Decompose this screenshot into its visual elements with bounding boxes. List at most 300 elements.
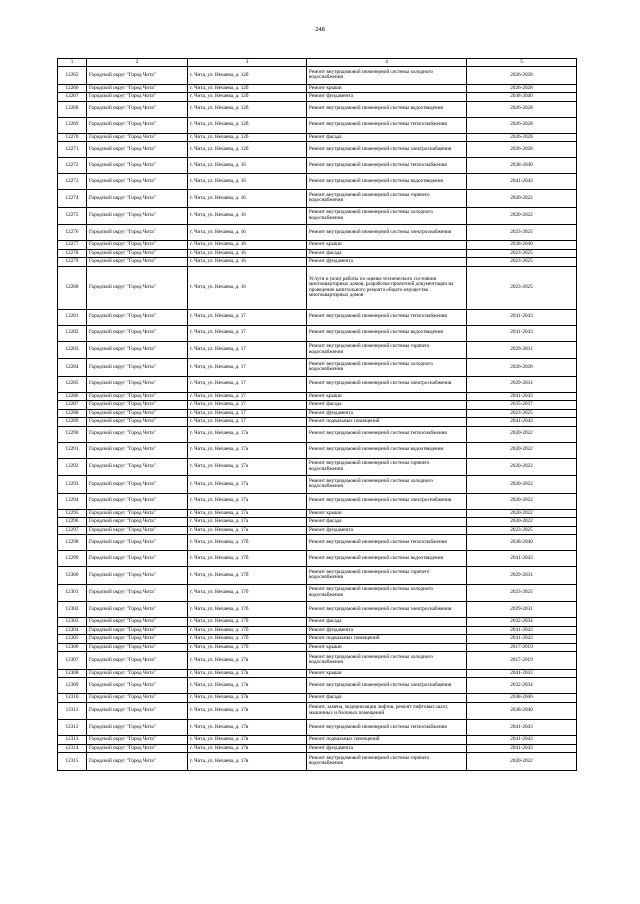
municipality-cell: Городской округ "Город Чита" [87, 249, 188, 258]
address-cell: г. Чита, ул. Нечаева, д. 17в [188, 753, 307, 771]
row-number-cell: 12299 [58, 551, 87, 567]
table-row [58, 133, 577, 142]
address-cell: г. Чита, ул. Нечаева, д. 17 [188, 418, 307, 427]
address-cell: г. Чита, ул. Нечаева, д. 17 [188, 325, 307, 341]
work-type-cell: Услуги и (или) работы по оценке технического состояния многоквартирных домов, разработке проектной документации на проведение капитального ремонта общего имущества многоквартирных домов [307, 266, 467, 309]
address-cell: г. Чита, ул. Нечаева, д. 17в [188, 736, 307, 745]
municipality-cell: Городской округ "Город Чита" [87, 174, 188, 190]
address-cell: г. Чита, ул. Нечаева, д. 16 [188, 207, 307, 225]
address-cell: г. Чита, ул. Нечаева, д. 17в [188, 678, 307, 694]
table-row [58, 325, 577, 341]
row-number-cell: 12300 [58, 567, 87, 585]
period-cell: 2038-2040 [467, 93, 577, 102]
row-number-cell: 12304 [58, 626, 87, 635]
period-cell: 2026-2028 [467, 133, 577, 142]
table-row [58, 341, 577, 359]
municipality-cell: Городской округ "Город Чита" [87, 493, 188, 509]
municipality-cell: Городской округ "Город Чита" [87, 476, 188, 494]
period-cell: 2041-2043 [467, 174, 577, 190]
table-row [58, 626, 577, 635]
table-row [58, 669, 577, 678]
table-row [58, 736, 577, 745]
municipality-cell: Городской округ "Город Чита" [87, 341, 188, 359]
table-row [58, 458, 577, 476]
period-cell: 2020-2022 [467, 476, 577, 494]
municipality-cell: Городской округ "Город Чита" [87, 535, 188, 551]
row-number-cell: 12314 [58, 744, 87, 753]
row-number-cell: 12297 [58, 526, 87, 535]
address-cell: г. Чита, ул. Нечаева, д. 17а [188, 458, 307, 476]
table-row [58, 535, 577, 551]
row-number-cell: 12279 [58, 258, 87, 267]
address-cell: г. Чита, ул. Нечаева, д. 16 [188, 258, 307, 267]
period-cell: 2026-2028 [467, 67, 577, 85]
municipality-cell: Городской округ "Город Чита" [87, 694, 188, 703]
table-row [58, 442, 577, 458]
table-row [58, 643, 577, 652]
period-cell: 2020-2022 [467, 753, 577, 771]
work-type-cell: Ремонт внутридомовой инженерной системы водоотведения [307, 174, 467, 190]
address-cell: г. Чита, ул. Нечаева, д. 17б [188, 626, 307, 635]
row-number-cell: 12312 [58, 720, 87, 736]
row-number-cell: 12265 [58, 67, 87, 85]
address-cell: г. Чита, ул. Нечаева, д. 16 [188, 241, 307, 250]
row-number-cell: 12266 [58, 84, 87, 93]
table-row [58, 635, 577, 644]
period-cell: 2020-2022 [467, 493, 577, 509]
row-number-cell: 12291 [58, 442, 87, 458]
address-cell: г. Чита, ул. Нечаева, д. 17б [188, 535, 307, 551]
period-cell: 2023-2025 [467, 409, 577, 418]
repair-schedule-table [57, 58, 577, 771]
address-cell: г. Чита, ул. Нечаева, д. 17а [188, 442, 307, 458]
work-type-cell: Ремонт внутридомовой инженерной системы горячего водоснабжения [307, 567, 467, 585]
address-cell: г. Чита, ул. Нечаева, д. 17 [188, 401, 307, 410]
municipality-cell: Городской округ "Город Чита" [87, 643, 188, 652]
period-cell: 2029-2031 [467, 567, 577, 585]
municipality-cell: Городской округ "Город Чита" [87, 67, 188, 85]
row-number-cell: 12280 [58, 266, 87, 309]
address-cell: г. Чита, ул. Нечаева, д. 17б [188, 567, 307, 585]
header-cell: 3 [188, 59, 307, 67]
period-cell: 2023-2025 [467, 258, 577, 267]
work-type-cell: Ремонт внутридомовой инженерной системы водоотведения [307, 551, 467, 567]
work-type-cell: Ремонт внутридомовой инженерной системы теплоснабжения [307, 309, 467, 325]
period-cell: 2038-2040 [467, 702, 577, 720]
period-cell: 2038-2040 [467, 158, 577, 174]
period-cell: 2017-2019 [467, 652, 577, 670]
header-cell: 2 [87, 59, 188, 67]
row-number-cell: 12284 [58, 359, 87, 377]
row-number-cell: 12295 [58, 509, 87, 518]
period-cell: 2023-2025 [467, 526, 577, 535]
work-type-cell: Ремонт внутридомовой инженерной системы холодного водоснабжения [307, 476, 467, 494]
work-type-cell: Ремонт внутридомовой инженерной системы электроснабжения [307, 142, 467, 158]
address-cell: г. Чита, ул. Нечаева, д. 12б [188, 101, 307, 117]
table-row [58, 174, 577, 190]
municipality-cell: Городской округ "Город Чита" [87, 602, 188, 618]
row-number-cell: 12275 [58, 207, 87, 225]
work-type-cell: Ремонт внутридомовой инженерной системы горячего водоснабжения [307, 753, 467, 771]
address-cell: г. Чита, ул. Нечаева, д. 17а [188, 526, 307, 535]
column-number-row [58, 59, 577, 67]
municipality-cell: Городской округ "Город Чита" [87, 258, 188, 267]
row-number-cell: 12293 [58, 476, 87, 494]
period-cell: 2026-2028 [467, 359, 577, 377]
table-row [58, 694, 577, 703]
municipality-cell: Городской округ "Город Чита" [87, 518, 188, 527]
period-cell: 2023-2025 [467, 225, 577, 241]
address-cell: г. Чита, ул. Нечаева, д. 12б [188, 133, 307, 142]
municipality-cell: Городской округ "Город Чита" [87, 744, 188, 753]
period-cell: 2029-2031 [467, 602, 577, 618]
address-cell: г. Чита, ул. Нечаева, д. 16 [188, 266, 307, 309]
table-row [58, 93, 577, 102]
work-type-cell: Ремонт внутридомовой инженерной системы электроснабжения [307, 376, 467, 392]
work-type-cell: Ремонт фасада [307, 133, 467, 142]
address-cell: г. Чита, ул. Нечаева, д. 16 [188, 225, 307, 241]
table-row [58, 249, 577, 258]
work-type-cell: Ремонт внутридомовой инженерной системы водоотведения [307, 101, 467, 117]
table-row [58, 84, 577, 93]
municipality-cell: Городской округ "Город Чита" [87, 93, 188, 102]
row-number-cell: 12308 [58, 669, 87, 678]
period-cell: 2032-2034 [467, 678, 577, 694]
address-cell: г. Чита, ул. Нечаева, д. 16 [188, 249, 307, 258]
table-row [58, 744, 577, 753]
row-number-cell: 12292 [58, 458, 87, 476]
municipality-cell: Городской округ "Город Чита" [87, 678, 188, 694]
work-type-cell: Ремонт фундамента [307, 93, 467, 102]
municipality-cell: Городской округ "Город Чита" [87, 526, 188, 535]
period-cell: 2020-2022 [467, 442, 577, 458]
address-cell: г. Чита, ул. Нечаева, д. 17 [188, 409, 307, 418]
period-cell: 2041-2043 [467, 551, 577, 567]
table-row [58, 476, 577, 494]
address-cell: г. Чита, ул. Нечаева, д. 17в [188, 669, 307, 678]
row-number-cell: 12289 [58, 418, 87, 427]
period-cell: 2041-2043 [467, 309, 577, 325]
table-body [58, 67, 577, 771]
period-cell: 2020-2022 [467, 426, 577, 442]
table-row [58, 241, 577, 250]
address-cell: г. Чита, ул. Нечаева, д. 17а [188, 493, 307, 509]
header-cell: 1 [58, 59, 87, 67]
period-cell: 2032-2034 [467, 618, 577, 627]
municipality-cell: Городской округ "Город Чита" [87, 426, 188, 442]
period-cell: 2035-2037 [467, 401, 577, 410]
work-type-cell: Ремонт фундамента [307, 526, 467, 535]
address-cell: г. Чита, ул. Нечаева, д. 17в [188, 702, 307, 720]
period-cell: 2026-2028 [467, 84, 577, 93]
municipality-cell: Городской округ "Город Чита" [87, 359, 188, 377]
municipality-cell: Городской округ "Город Чита" [87, 551, 188, 567]
period-cell: 2020-2022 [467, 509, 577, 518]
address-cell: г. Чита, ул. Нечаева, д. 17а [188, 426, 307, 442]
header-cell: 4 [307, 59, 467, 67]
table-row [58, 720, 577, 736]
municipality-cell: Городской округ "Город Чита" [87, 84, 188, 93]
table-row [58, 618, 577, 627]
period-cell: 2041-2043 [467, 744, 577, 753]
table-row [58, 652, 577, 670]
municipality-cell: Городской округ "Город Чита" [87, 418, 188, 427]
table-row [58, 426, 577, 442]
row-number-cell: 12290 [58, 426, 87, 442]
work-type-cell: Ремонт фасада [307, 401, 467, 410]
row-number-cell: 12281 [58, 309, 87, 325]
municipality-cell: Городской округ "Город Чита" [87, 753, 188, 771]
page-number: 248 [315, 26, 325, 33]
row-number-cell: 12270 [58, 133, 87, 142]
work-type-cell: Ремонт крыши [307, 241, 467, 250]
work-type-cell: Ремонт внутридомовой инженерной системы горячего водоснабжения [307, 341, 467, 359]
row-number-cell: 12315 [58, 753, 87, 771]
table-row [58, 584, 577, 602]
table-row [58, 418, 577, 427]
work-type-cell: Ремонт внутридомовой инженерной системы теплоснабжения [307, 426, 467, 442]
period-cell: 2041-2043 [467, 418, 577, 427]
table-row [58, 67, 577, 85]
municipality-cell: Городской округ "Город Чита" [87, 207, 188, 225]
work-type-cell: Ремонт внутридомовой инженерной системы холодного водоснабжения [307, 584, 467, 602]
work-type-cell: Ремонт фундамента [307, 409, 467, 418]
work-type-cell: Ремонт внутридомовой инженерной системы теплоснабжения [307, 117, 467, 133]
period-cell: 2026-2028 [467, 142, 577, 158]
work-type-cell: Ремонт фундамента [307, 626, 467, 635]
table-row [58, 158, 577, 174]
period-cell: 2041-2043 [467, 736, 577, 745]
period-cell: 2038-2040 [467, 535, 577, 551]
work-type-cell: Ремонт крыши [307, 509, 467, 518]
address-cell: г. Чита, ул. Нечаева, д. 17 [188, 341, 307, 359]
work-type-cell: Ремонт, замена, модернизация лифтов, ремонт лифтовых шахт, машинных и блочных помещений [307, 702, 467, 720]
row-number-cell: 12311 [58, 702, 87, 720]
municipality-cell: Городской округ "Город Чита" [87, 509, 188, 518]
table-row [58, 567, 577, 585]
work-type-cell: Ремонт внутридомовой инженерной системы теплоснабжения [307, 720, 467, 736]
municipality-cell: Городской округ "Город Чита" [87, 618, 188, 627]
address-cell: г. Чита, ул. Нечаева, д. 17б [188, 643, 307, 652]
table-row [58, 117, 577, 133]
table-row [58, 493, 577, 509]
municipality-cell: Городской округ "Город Чита" [87, 409, 188, 418]
table-row [58, 309, 577, 325]
address-cell: г. Чита, ул. Нечаева, д. 17б [188, 584, 307, 602]
address-cell: г. Чита, ул. Нечаева, д. 16 [188, 190, 307, 208]
address-cell: г. Чита, ул. Нечаева, д. 17б [188, 602, 307, 618]
period-cell: 2020-2022 [467, 518, 577, 527]
table-row [58, 359, 577, 377]
period-cell: 2026-2028 [467, 117, 577, 133]
row-number-cell: 12294 [58, 493, 87, 509]
period-cell: 2020-2022 [467, 458, 577, 476]
work-type-cell: Ремонт крыши [307, 669, 467, 678]
row-number-cell: 12273 [58, 174, 87, 190]
period-cell: 2041-2043 [467, 626, 577, 635]
period-cell: 2020-2022 [467, 207, 577, 225]
work-type-cell: Ремонт фасада [307, 249, 467, 258]
work-type-cell: Ремонт крыши [307, 643, 467, 652]
municipality-cell: Городской округ "Город Чита" [87, 190, 188, 208]
address-cell: г. Чита, ул. Нечаева, д. 12б [188, 117, 307, 133]
period-cell: 2038-2040 [467, 694, 577, 703]
municipality-cell: Городской округ "Город Чита" [87, 225, 188, 241]
row-number-cell: 12274 [58, 190, 87, 208]
address-cell: г. Чита, ул. Нечаева, д. 17 [188, 392, 307, 401]
address-cell: г. Чита, ул. Нечаева, д. 17в [188, 744, 307, 753]
row-number-cell: 12271 [58, 142, 87, 158]
work-type-cell: Ремонт крыши [307, 84, 467, 93]
row-number-cell: 12296 [58, 518, 87, 527]
municipality-cell: Городской округ "Город Чита" [87, 442, 188, 458]
municipality-cell: Городской округ "Город Чита" [87, 652, 188, 670]
municipality-cell: Городской округ "Город Чита" [87, 142, 188, 158]
table-row [58, 266, 577, 309]
row-number-cell: 12283 [58, 341, 87, 359]
row-number-cell: 12277 [58, 241, 87, 250]
row-number-cell: 12268 [58, 101, 87, 117]
work-type-cell: Ремонт подвальных помещений [307, 418, 467, 427]
period-cell: 2026-2028 [467, 101, 577, 117]
row-number-cell: 12305 [58, 635, 87, 644]
municipality-cell: Городской округ "Город Чита" [87, 158, 188, 174]
municipality-cell: Городской округ "Город Чита" [87, 101, 188, 117]
period-cell: 2023-2025 [467, 266, 577, 309]
row-number-cell: 12303 [58, 618, 87, 627]
work-type-cell: Ремонт внутридомовой инженерной системы холодного водоснабжения [307, 207, 467, 225]
municipality-cell: Городской округ "Город Чита" [87, 376, 188, 392]
table-row [58, 101, 577, 117]
address-cell: г. Чита, ул. Нечаева, д. 16 [188, 174, 307, 190]
work-type-cell: Ремонт внутридомовой инженерной системы горячего водоснабжения [307, 190, 467, 208]
work-type-cell: Ремонт внутридомовой инженерной системы холодного водоснабжения [307, 67, 467, 85]
table-row [58, 142, 577, 158]
work-type-cell: Ремонт внутридомовой инженерной системы электроснабжения [307, 602, 467, 618]
row-number-cell: 12302 [58, 602, 87, 618]
address-cell: г. Чита, ул. Нечаева, д. 17в [188, 652, 307, 670]
work-type-cell: Ремонт фасада [307, 694, 467, 703]
address-cell: г. Чита, ул. Нечаева, д. 17б [188, 618, 307, 627]
municipality-cell: Городской округ "Город Чита" [87, 241, 188, 250]
work-type-cell: Ремонт внутридомовой инженерной системы холодного водоснабжения [307, 359, 467, 377]
municipality-cell: Городской округ "Город Чита" [87, 736, 188, 745]
work-type-cell: Ремонт внутридомовой инженерной системы горячего водоснабжения [307, 458, 467, 476]
table-row [58, 518, 577, 527]
row-number-cell: 12267 [58, 93, 87, 102]
work-type-cell: Ремонт внутридомовой инженерной системы теплоснабжения [307, 535, 467, 551]
work-type-cell: Ремонт внутридомовой инженерной системы электроснабжения [307, 225, 467, 241]
row-number-cell: 12285 [58, 376, 87, 392]
address-cell: г. Чита, ул. Нечаева, д. 17в [188, 694, 307, 703]
work-type-cell: Ремонт фундамента [307, 258, 467, 267]
address-cell: г. Чита, ул. Нечаева, д. 12б [188, 67, 307, 85]
row-number-cell: 12313 [58, 736, 87, 745]
municipality-cell: Городской округ "Город Чита" [87, 567, 188, 585]
municipality-cell: Городской округ "Город Чита" [87, 133, 188, 142]
period-cell: 2017-2019 [467, 643, 577, 652]
table-row [58, 509, 577, 518]
address-cell: г. Чита, ул. Нечаева, д. 17в [188, 720, 307, 736]
table-row [58, 401, 577, 410]
municipality-cell: Городской округ "Город Чита" [87, 635, 188, 644]
row-number-cell: 12288 [58, 409, 87, 418]
municipality-cell: Городской округ "Город Чита" [87, 401, 188, 410]
table-row [58, 602, 577, 618]
municipality-cell: Городской округ "Город Чита" [87, 266, 188, 309]
address-cell: г. Чита, ул. Нечаева, д. 12б [188, 84, 307, 93]
work-type-cell: Ремонт внутридомовой инженерной системы холодного водоснабжения [307, 652, 467, 670]
address-cell: г. Чита, ул. Нечаева, д. 17б [188, 551, 307, 567]
municipality-cell: Городской округ "Город Чита" [87, 117, 188, 133]
municipality-cell: Городской округ "Город Чита" [87, 392, 188, 401]
period-cell: 2041-2043 [467, 669, 577, 678]
period-cell: 2023-2025 [467, 584, 577, 602]
municipality-cell: Городской округ "Город Чита" [87, 325, 188, 341]
address-cell: г. Чита, ул. Нечаева, д. 17а [188, 518, 307, 527]
address-cell: г. Чита, ул. Нечаева, д. 17а [188, 509, 307, 518]
table-row [58, 207, 577, 225]
municipality-cell: Городской округ "Город Чита" [87, 584, 188, 602]
row-number-cell: 12307 [58, 652, 87, 670]
row-number-cell: 12287 [58, 401, 87, 410]
table-row [58, 190, 577, 208]
work-type-cell: Ремонт внутридомовой инженерной системы водоотведения [307, 442, 467, 458]
work-type-cell: Ремонт внутридомовой инженерной системы теплоснабжения [307, 158, 467, 174]
work-type-cell: Ремонт подвальных помещений [307, 736, 467, 745]
address-cell: г. Чита, ул. Нечаева, д. 17 [188, 359, 307, 377]
work-type-cell: Ремонт внутридомовой инженерной системы водоотведения [307, 325, 467, 341]
period-cell: 2041-2043 [467, 325, 577, 341]
row-number-cell: 12298 [58, 535, 87, 551]
work-type-cell: Ремонт внутридомовой инженерной системы электроснабжения [307, 493, 467, 509]
row-number-cell: 12278 [58, 249, 87, 258]
work-type-cell: Ремонт фасада [307, 518, 467, 527]
row-number-cell: 12306 [58, 643, 87, 652]
row-number-cell: 12301 [58, 584, 87, 602]
row-number-cell: 12286 [58, 392, 87, 401]
table-row [58, 678, 577, 694]
row-number-cell: 12310 [58, 694, 87, 703]
address-cell: г. Чита, ул. Нечаева, д. 17 [188, 309, 307, 325]
period-cell: 2041-2043 [467, 392, 577, 401]
table-row [58, 392, 577, 401]
table-row [58, 526, 577, 535]
table-row [58, 702, 577, 720]
period-cell: 2029-2031 [467, 376, 577, 392]
header-cell: 5 [467, 59, 577, 67]
work-type-cell: Ремонт внутридомовой инженерной системы электроснабжения [307, 678, 467, 694]
table-row [58, 409, 577, 418]
address-cell: г. Чита, ул. Нечаева, д. 16 [188, 158, 307, 174]
municipality-cell: Городской округ "Город Чита" [87, 458, 188, 476]
address-cell: г. Чита, ул. Нечаева, д. 17а [188, 476, 307, 494]
municipality-cell: Городской округ "Город Чита" [87, 669, 188, 678]
address-cell: г. Чита, ул. Нечаева, д. 17 [188, 376, 307, 392]
row-number-cell: 12282 [58, 325, 87, 341]
work-type-cell: Ремонт фасада [307, 618, 467, 627]
period-cell: 2020-2022 [467, 190, 577, 208]
table-row [58, 753, 577, 771]
period-cell: 2038-2040 [467, 241, 577, 250]
municipality-cell: Городской округ "Город Чита" [87, 702, 188, 720]
row-number-cell: 12309 [58, 678, 87, 694]
table-row [58, 551, 577, 567]
address-cell: г. Чита, ул. Нечаева, д. 17б [188, 635, 307, 644]
work-type-cell: Ремонт фундамента [307, 744, 467, 753]
period-cell: 2041-2043 [467, 635, 577, 644]
municipality-cell: Городской округ "Город Чита" [87, 309, 188, 325]
